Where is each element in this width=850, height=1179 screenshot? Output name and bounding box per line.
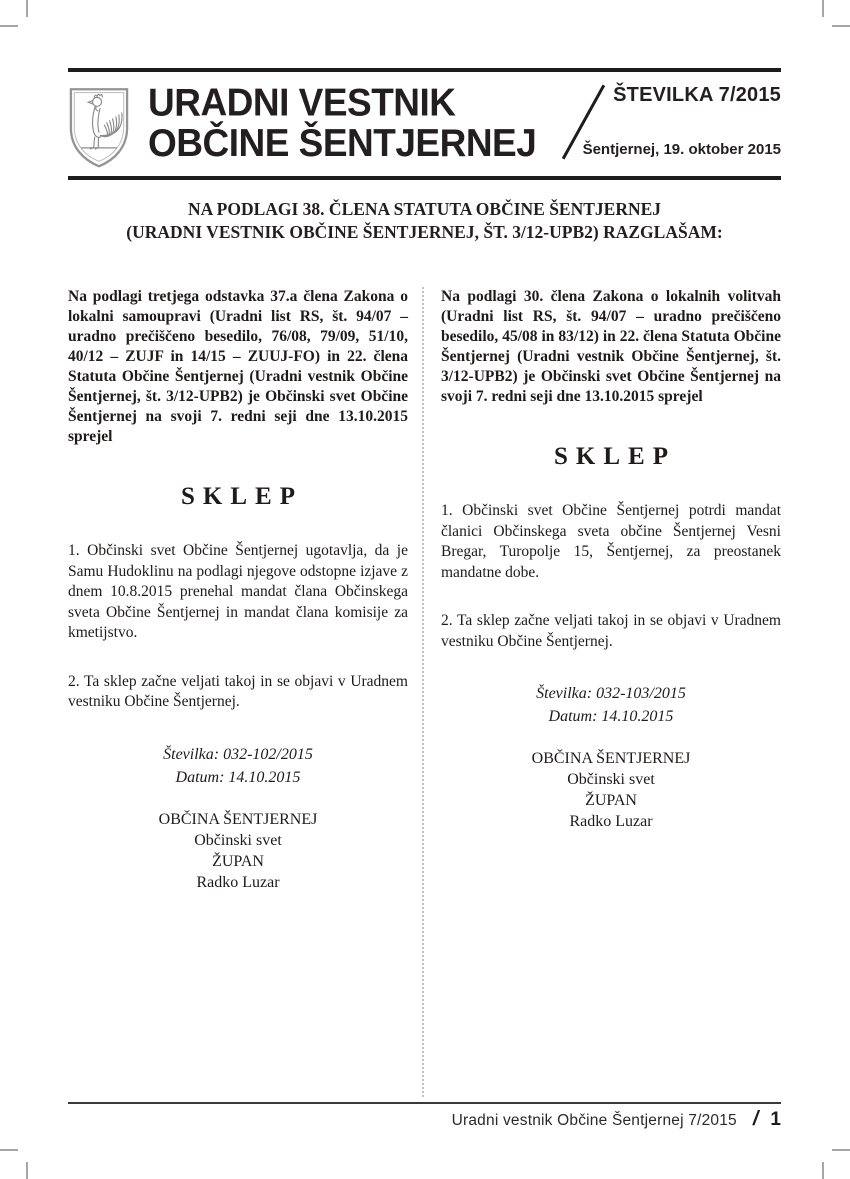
signature-block bbox=[68, 809, 408, 893]
proclamation-line1: NA PODLAGI 38. ČLENA STATUTA OBČINE ŠENTJERNEJ bbox=[187, 199, 662, 219]
footer-slash-divider: / bbox=[752, 1108, 759, 1130]
crop-mark bbox=[822, 1162, 824, 1179]
crop-mark bbox=[0, 1149, 18, 1151]
signature-mayor-title: ŽUPAN bbox=[212, 852, 264, 870]
decision-item-1: 1. Občinski svet Občine Šentjernej ugotavlja, da je Samu Hudoklinu na podlagi njegove odstopne izjave z dnem 10.8.2015 prenehal mandat člana Občinskega sveta Občine Šentjernej in mandat člana komisije za kmetijstvo. bbox=[68, 542, 408, 641]
page-number: 1 bbox=[770, 1109, 781, 1130]
article-columns bbox=[68, 287, 781, 1097]
reference-block bbox=[68, 743, 408, 789]
signature-municipality: OBČINA ŠENTJERNEJ bbox=[531, 750, 691, 767]
gazette-title bbox=[148, 82, 536, 163]
reference-date: Datum: 14.10.2015 bbox=[175, 768, 301, 786]
column-right bbox=[441, 287, 781, 832]
crop-mark bbox=[26, 1162, 28, 1179]
crop-mark bbox=[26, 0, 28, 17]
legal-basis-paragraph: Na podlagi tretjega odstavka 37.a člena Zakona o lokalni samoupravi (Uradni list RS, št. 94/07 – uradno prečiščeno besedilo, 76/08, 79/09, 51/10, 40/12 – ZUJF in 14/15 – ZUUJ-FO) in 22. člena Statuta Občine Šentjernej (Uradni vestnik Občine Šentjernej, št. 3/12-UPB2) je Občinski svet Občine Šentjernej na svoji 7. redni seji dne 13.10.2015 sprejel bbox=[68, 288, 408, 445]
column-left bbox=[68, 287, 408, 893]
crop-mark bbox=[832, 1149, 850, 1151]
proclamation-heading bbox=[68, 198, 781, 244]
reference-block bbox=[441, 682, 781, 728]
masthead-bottom-rule bbox=[68, 176, 781, 180]
crop-mark bbox=[832, 25, 850, 27]
reference-number: Številka: 032-102/2015 bbox=[163, 745, 313, 763]
signature-block bbox=[441, 748, 781, 832]
masthead bbox=[68, 80, 781, 172]
gazette-title-line1: URADNI VESTNIK bbox=[148, 80, 456, 124]
crop-mark bbox=[822, 0, 824, 17]
page-footer bbox=[68, 1108, 781, 1131]
legal-basis-paragraph: Na podlagi 30. člena Zakona o lokalnih volitvah (Uradni list RS, št. 94/07 – uradno prečiščeno besedilo, 45/08 in 83/12) in 22. člena Statuta Občine Šentjernej (Uradni vestnik Občine Šentjernej, št. 3/12-UPB2) je Občinski svet Občine Šentjernej na svoji 7. redni seji dne 13.10.2015 sprejel bbox=[441, 288, 781, 405]
reference-date: Datum: 14.10.2015 bbox=[548, 708, 674, 725]
decision-heading: SKLEP bbox=[554, 443, 676, 470]
signature-council: Občinski svet bbox=[194, 831, 282, 849]
coat-of-arms-icon bbox=[68, 86, 130, 175]
masthead-top-rule bbox=[68, 68, 781, 72]
signature-municipality: OBČINA ŠENTJERNEJ bbox=[158, 810, 318, 828]
decision-item-1: 1. Občinski svet Občine Šentjernej potrdi mandat članici Občinskega sveta občine Šentjernej Vesni Bregar, Turopolje 15, Šentjernej, za preostanek mandatne dobe. bbox=[441, 502, 781, 581]
reference-number: Številka: 032-103/2015 bbox=[536, 685, 686, 702]
signature-mayor-name: Radko Luzar bbox=[569, 813, 653, 830]
issue-number: ŠTEVILKA 7/2015 bbox=[613, 84, 781, 106]
footer-rule bbox=[68, 1102, 781, 1104]
proclamation-line2: (URADNI VESTNIK OBČINE ŠENTJERNEJ, ŠT. 3/12-UPB2) RAZGLAŠAM: bbox=[126, 222, 723, 242]
signature-mayor-title: ŽUPAN bbox=[585, 792, 637, 809]
footer-gazette-title: Uradni vestnik Občine Šentjernej 7/2015 bbox=[451, 1112, 737, 1129]
column-divider bbox=[422, 287, 424, 1097]
issue-date: Šentjernej, 19. oktober 2015 bbox=[582, 141, 781, 158]
gazette-title-line2: OBČINE ŠENTJERNEJ bbox=[148, 121, 537, 165]
signature-council: Občinski svet bbox=[567, 771, 655, 788]
crop-mark bbox=[0, 25, 18, 27]
decision-item-2: 2. Ta sklep začne veljati takoj in se objavi v Uradnem vestniku Občine Šentjernej. bbox=[441, 612, 781, 650]
decision-heading: SKLEP bbox=[181, 483, 303, 510]
signature-mayor-name: Radko Luzar bbox=[196, 873, 280, 891]
decision-item-2: 2. Ta sklep začne veljati takoj in se objavi v Uradnem vestniku Občine Šentjernej. bbox=[68, 672, 408, 710]
issue-info bbox=[583, 84, 781, 158]
